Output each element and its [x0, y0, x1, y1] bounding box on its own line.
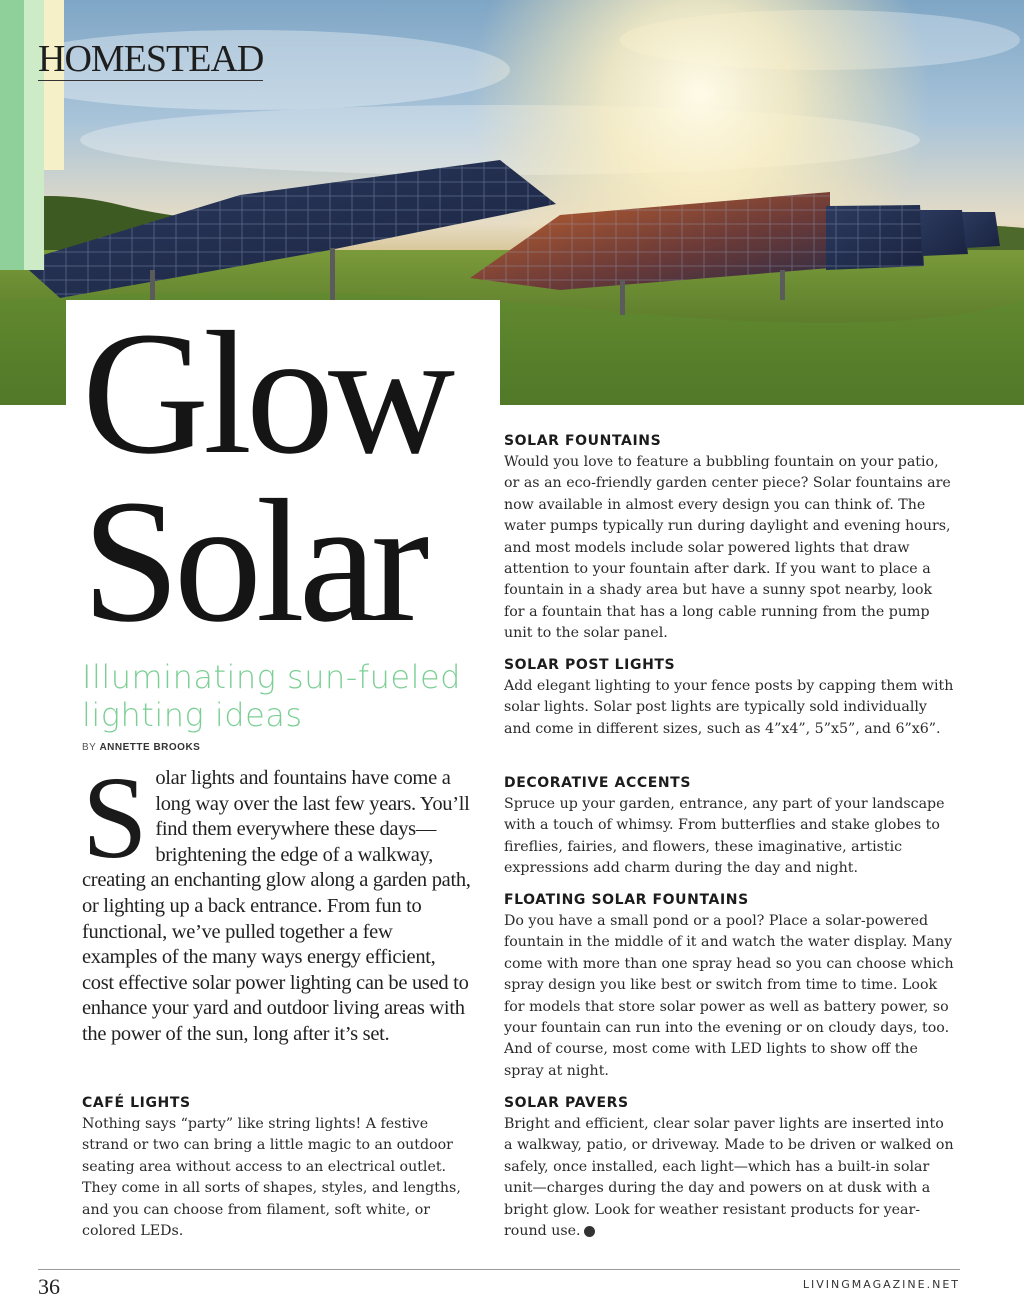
article-subtitle: Illuminating sun-fueled lighting ideas: [82, 658, 461, 734]
footer-site-url: LIVINGMAGAZINE.NET: [802, 1278, 960, 1291]
section-floating-solar-fountains: [504, 892, 956, 1082]
page-number: 36: [38, 1274, 60, 1299]
section-heading: SOLAR PAVERS: [504, 1095, 629, 1111]
drop-cap: S: [82, 752, 148, 883]
section-heading: DECORATIVE ACCENTS: [504, 775, 692, 791]
section-solar-pavers: [504, 1095, 956, 1242]
section-solar-post-lights: [504, 657, 956, 740]
section-body: [504, 1114, 956, 1242]
section-heading: SOLAR POST LIGHTS: [504, 657, 676, 673]
article-title: [82, 296, 450, 659]
section-body: Nothing says “party” like string lights! A festive strand or two can bring a little magic to an outdoor seating area without access to an electrical outlet. They come in all sorts of shapes, styles, and lengths, and you can choose from filament, soft white, or colored LEDs.: [82, 1116, 461, 1240]
title-line-2: Solar: [82, 464, 424, 659]
section-solar-fountains: [504, 433, 956, 645]
section-cafe-lights: [82, 1095, 472, 1242]
section-body-text: Bright and efficient, clear solar paver lights are inserted into a walkway, patio, or driveway. Made to be driven or walked on safely, once installed, each light—which has a built-in solar unit—charges during the day and powers on at dusk with a bright glow. Look for weather resistant products for year-round use.: [504, 1116, 954, 1240]
byline-prefix: BY: [82, 742, 97, 753]
section-decorative-accents: [504, 775, 956, 880]
section-heading: FLOATING SOLAR FOUNTAINS: [504, 892, 749, 908]
footer-rule: [38, 1269, 960, 1270]
intro-paragraph: [82, 752, 472, 1048]
section-heading: CAFÉ LIGHTS: [82, 1095, 191, 1111]
section-body: Would you love to feature a bubbling fountain on your patio, or as an eco-friendly garden center piece? Solar fountains are now available in almost every design you can think of. The water pumps typically run during daylight and evening hours, and most models include solar powered lights that draw attention to your fountain after dark. If you want to place a fountain in a shady area but have a sunny spot nearby, look for a fountain that has a long cable running from the pump unit to the solar panel.: [504, 454, 951, 642]
accent-stripe-cream: [44, 0, 64, 170]
end-of-article-icon: [584, 1226, 595, 1237]
section-label: HOMESTEAD: [38, 38, 264, 80]
section-body: Add elegant lighting to your fence posts by capping them with solar lights. Solar post lights are typically sold individually and come in different sizes, such as 4”x4”, 5”x5”, and 6”x6”.: [504, 678, 954, 737]
byline-author: ANNETTE BROOKS: [99, 742, 201, 753]
title-line-1: Glow: [82, 296, 450, 491]
section-body: Do you have a small pond or a pool? Place a solar-powered fountain in the middle of it and watch the water display. Many come with more than one spray head so you can choose which spray design you like best or switch from time to time. Look for models that store solar power as well as battery power, so your fountain can run into the evening or on cloudy days, too. And of course, most come with LED lights to show off the spray at night.: [504, 913, 954, 1079]
section-body: Spruce up your garden, entrance, any part of your landscape with a touch of whimsy. From butterflies and stake globes to fireflies, fairies, and flowers, these imaginative, artistic expressions add charm during the day and night.: [504, 796, 945, 877]
intro-text: olar lights and fountains have come a long way over the last few years. You’ll find them everywhere these days—brightening the edge of a walkway, creating an enchanting glow along a garden path, or lighting up a back entrance. From fun to functional, we’ve pulled together a few examples of the many ways energy efficient, cost effective solar power lighting can be used to enhance your yard and outdoor living areas with the power of the sun, long after it’s set.: [82, 767, 471, 1045]
section-heading: SOLAR FOUNTAINS: [504, 433, 662, 449]
accent-stripe-green: [0, 0, 24, 270]
